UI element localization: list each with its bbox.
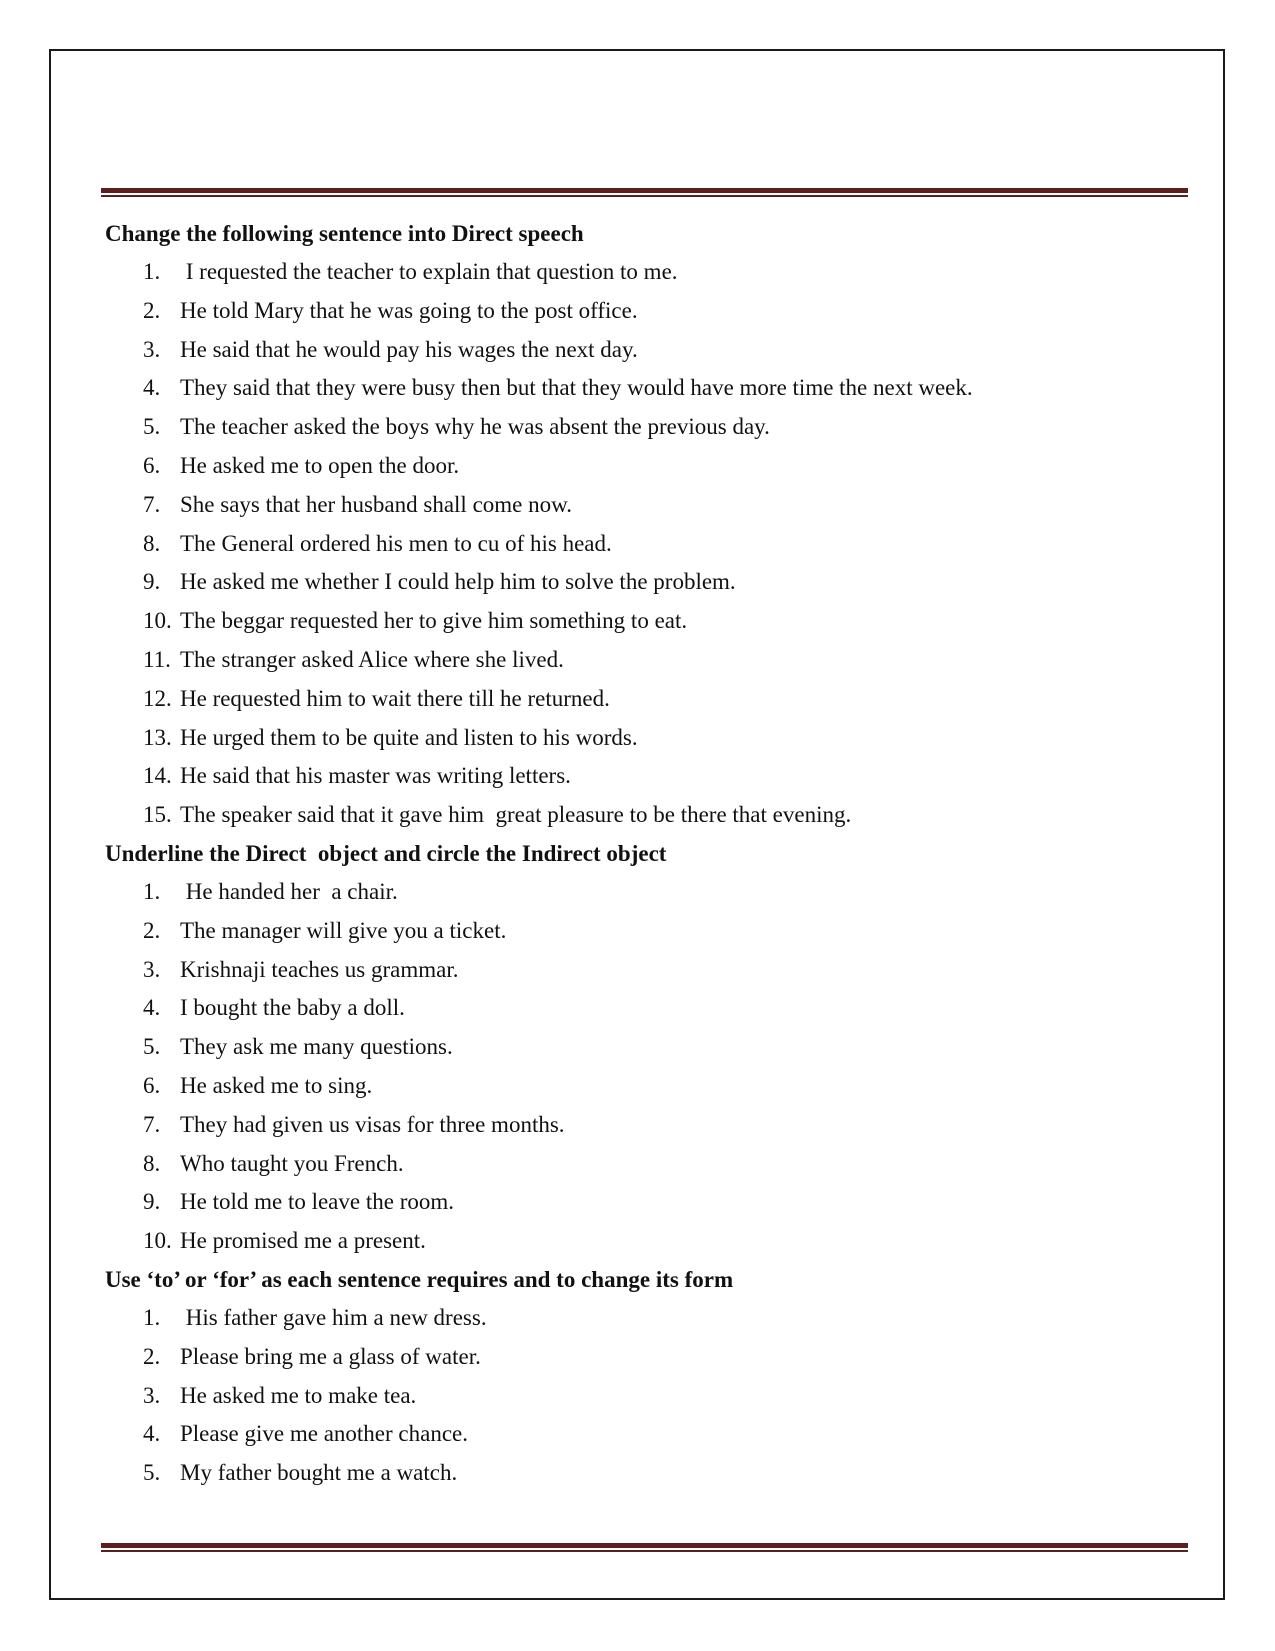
list-item	[105, 1145, 1185, 1184]
list-item	[105, 719, 1185, 758]
list-item	[105, 873, 1185, 912]
item-number: 5.	[143, 1034, 161, 1060]
list-item	[105, 331, 1185, 370]
item-number: 12.	[143, 685, 172, 711]
list-item	[105, 989, 1185, 1028]
item-number: 8.	[143, 1150, 161, 1176]
item-text: He told me to leave the room.	[180, 1189, 455, 1215]
item-number: 4.	[143, 375, 161, 401]
exercise-list-direct-speech	[105, 253, 1185, 835]
item-number: 8.	[143, 530, 161, 556]
exercise-list-objects	[105, 873, 1185, 1261]
list-item	[105, 1338, 1185, 1377]
section-title-to-or-for: Use ‘to’ or ‘for’ as each sentence requires and to change its form	[105, 1266, 734, 1292]
section-title-objects: Underline the Direct object and circle the Indirect object	[105, 840, 667, 866]
item-text: The teacher asked the boys why he was absent the previous day.	[180, 414, 770, 440]
list-item	[105, 1222, 1185, 1261]
item-number: 2.	[143, 1343, 161, 1369]
list-item	[105, 641, 1185, 680]
list-item	[105, 1299, 1185, 1338]
item-number: 13.	[143, 724, 172, 750]
item-text: I bought the baby a doll.	[180, 995, 405, 1021]
item-text: He handed her a chair.	[180, 878, 398, 904]
item-text: They ask me many questions.	[180, 1034, 453, 1060]
item-text: They had given us visas for three months.	[180, 1111, 565, 1137]
list-item	[105, 680, 1185, 719]
item-text: Krishnaji teaches us grammar.	[180, 956, 459, 982]
list-item	[105, 525, 1185, 564]
item-text: He asked me to open the door.	[180, 452, 460, 478]
item-text: He asked me whether I could help him to solve the problem.	[180, 569, 736, 595]
item-number: 2.	[143, 297, 161, 323]
item-text: The manager will give you a ticket.	[180, 917, 507, 943]
item-text: Please give me another chance.	[180, 1421, 469, 1447]
item-number: 5.	[143, 414, 161, 440]
item-number: 6.	[143, 1072, 161, 1098]
item-text: The speaker said that it gave him great pleasure to be there that evening.	[180, 802, 852, 828]
item-number: 15.	[143, 802, 172, 828]
item-text: He told Mary that he was going to the post office.	[180, 297, 638, 323]
list-item	[105, 1454, 1185, 1493]
list-item	[105, 602, 1185, 641]
item-number: 6.	[143, 452, 161, 478]
header-rule	[101, 188, 1188, 197]
item-text: He promised me a present.	[180, 1228, 426, 1254]
item-text: He said that his master was writing letters.	[180, 763, 571, 789]
item-text: The stranger asked Alice where she lived.	[180, 646, 564, 672]
item-text: He said that he would pay his wages the next day.	[180, 336, 638, 362]
item-text: I requested the teacher to explain that question to me.	[180, 259, 678, 284]
list-item	[105, 292, 1185, 331]
list-item	[105, 1415, 1185, 1454]
item-text: He urged them to be quite and listen to his words.	[180, 724, 638, 750]
item-text: My father bought me a watch.	[180, 1460, 458, 1486]
item-text: He asked me to sing.	[180, 1072, 373, 1098]
list-item	[105, 757, 1185, 796]
item-number: 1.	[143, 878, 161, 904]
item-number: 1.	[143, 259, 161, 284]
list-item	[105, 1067, 1185, 1106]
list-item	[105, 1028, 1185, 1067]
list-item	[105, 563, 1185, 602]
list-item	[105, 1377, 1185, 1416]
item-text: His father gave him a new dress.	[180, 1304, 487, 1330]
item-text: He asked me to make tea.	[180, 1382, 417, 1408]
item-number: 3.	[143, 956, 161, 982]
item-number: 9.	[143, 1189, 161, 1215]
item-number: 5.	[143, 1460, 161, 1486]
list-item	[105, 369, 1185, 408]
item-number: 1.	[143, 1304, 161, 1330]
item-number: 4.	[143, 1421, 161, 1447]
item-number: 9.	[143, 569, 161, 595]
list-item	[105, 796, 1185, 835]
item-number: 10.	[143, 608, 172, 634]
item-number: 11.	[143, 646, 171, 672]
item-number: 3.	[143, 1382, 161, 1408]
footer-rule	[101, 1543, 1188, 1552]
list-item	[105, 951, 1185, 990]
item-text: They said that they were busy then but that they would have more time the next week.	[180, 375, 973, 401]
list-item	[105, 447, 1185, 486]
item-number: 10.	[143, 1228, 172, 1254]
item-text: He requested him to wait there till he returned.	[180, 685, 610, 711]
item-number: 7.	[143, 1111, 161, 1137]
item-text: The General ordered his men to cu of his head.	[180, 530, 612, 556]
item-number: 2.	[143, 917, 161, 943]
list-item	[105, 1106, 1185, 1145]
item-text: She says that her husband shall come now.	[180, 491, 572, 517]
list-item	[105, 486, 1185, 525]
exercise-list-to-or-for	[105, 1299, 1185, 1493]
section-title-direct-speech: Change the following sentence into Direct speech	[105, 221, 584, 246]
item-text: Please bring me a glass of water.	[180, 1343, 481, 1369]
list-item	[105, 1183, 1185, 1222]
worksheet-content	[105, 215, 1185, 1493]
list-item	[105, 408, 1185, 447]
item-text: Who taught you French.	[180, 1150, 404, 1176]
item-number: 3.	[143, 336, 161, 362]
list-item	[105, 912, 1185, 951]
item-number: 7.	[143, 491, 161, 517]
item-number: 14.	[143, 763, 172, 789]
list-item	[105, 253, 1185, 292]
item-number: 4.	[143, 995, 161, 1021]
item-text: The beggar requested her to give him something to eat.	[180, 608, 688, 634]
